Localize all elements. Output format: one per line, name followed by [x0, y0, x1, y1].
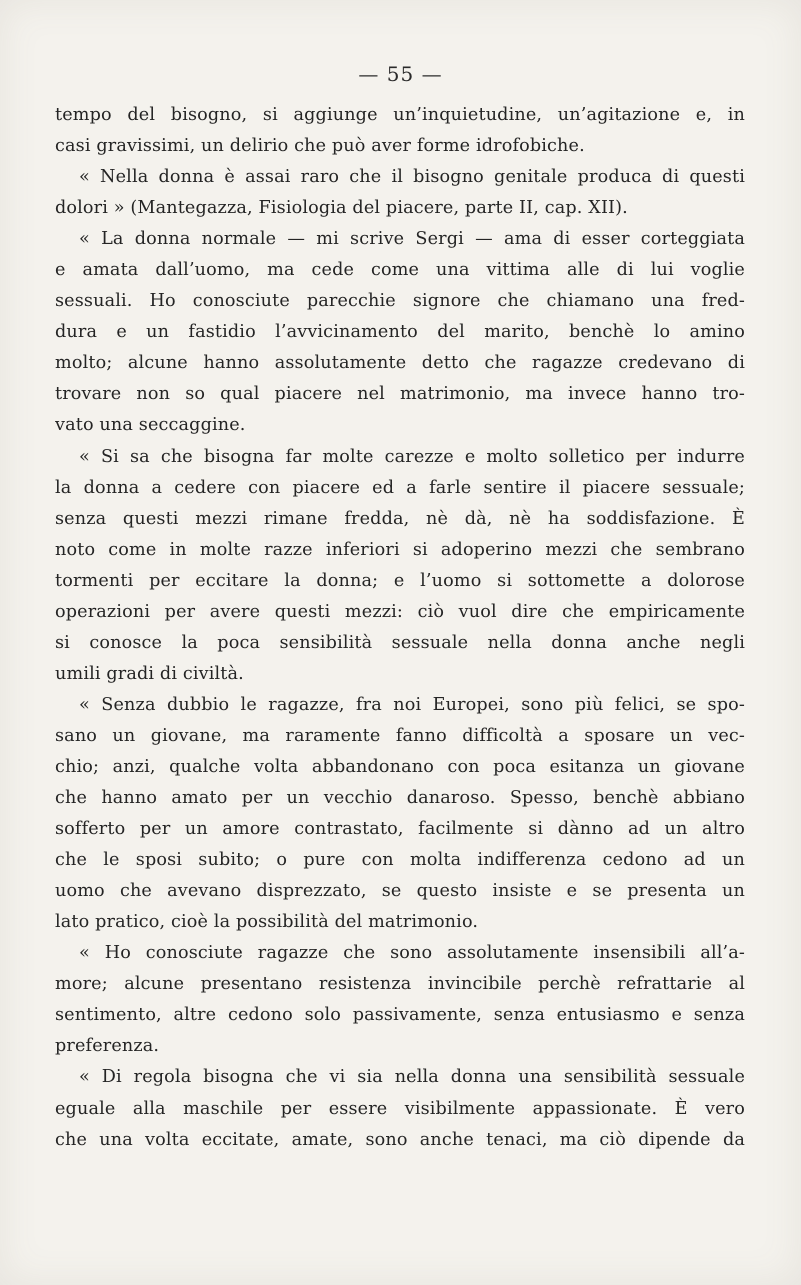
text-line: sofferto per un amore contrastato, facilmente si dànno ad un altro: [55, 819, 745, 840]
text-line: che le sposi subito; o pure con molta indifferenza cedono ad un: [55, 850, 745, 871]
body-text: [55, 100, 745, 1156]
text-line: chio; anzi, qualche volta abbandonano con poca esitanza un giovane: [55, 756, 745, 777]
text-line: che una volta eccitate, amate, sono anche tenaci, ma ciò dipende da: [55, 1129, 745, 1150]
text-line: tempo del bisogno, si aggiunge un’inquietudine, un’agitazione e, in: [55, 105, 745, 125]
text-line: « La donna normale — mi scrive Sergi — ama di esser corteggiata: [79, 229, 745, 250]
text-line: « Si sa che bisogna far molte carezze e molto solletico per indurre: [79, 446, 745, 467]
text-line: lato pratico, cioè la possibilità del matrimonio.: [55, 912, 479, 933]
text-line: tormenti per eccitare la donna; e l’uomo si sottomette a dolorose: [55, 570, 745, 591]
text-line: vato una seccaggine.: [55, 415, 246, 436]
text-line: « Ho conosciute ragazze che sono assolutamente insensibili all’a-: [79, 943, 745, 964]
page-number: — 55 —: [358, 62, 443, 86]
text-line: si conosce la poca sensibilità sessuale nella donna anche negli: [55, 632, 745, 653]
text-line: « Nella donna è assai raro che il bisogno genitale produca di questi: [79, 167, 745, 188]
text-line: operazioni per avere questi mezzi: ciò vuol dire che empiricamente: [55, 601, 745, 622]
text-line: eguale alla maschile per essere visibilmente appassionate. È vero: [55, 1098, 745, 1119]
text-line: uomo che avevano disprezzato, se questo insiste e se presenta un: [55, 881, 745, 902]
text-line: « Di regola bisogna che vi sia nella donna una sensibilità sessuale: [79, 1067, 745, 1088]
text-line: dura e un fastidio l’avvicinamento del marito, benchè lo amino: [55, 322, 745, 343]
text-line: casi gravissimi, un delirio che può aver forme idrofobiche.: [55, 136, 585, 157]
text-line: la donna a cedere con piacere ed a farle sentire il piacere sessuale;: [55, 477, 745, 498]
text-line: trovare non so qual piacere nel matrimonio, ma invece hanno tro-: [55, 384, 745, 405]
text-line: sessuali. Ho conosciute parecchie signore che chiamano una fred-: [55, 291, 745, 312]
text-line: dolori » (Mantegazza, Fisiologia del piacere, parte II, cap. XII).: [55, 198, 628, 219]
text-line: e amata dall’uomo, ma cede come una vittima alle di lui voglie: [55, 260, 745, 281]
text-line: umili gradi di civiltà.: [55, 663, 244, 684]
text-line: preferenza.: [55, 1036, 160, 1057]
text-line: sano un giovane, ma raramente fanno difficoltà a sposare un vec-: [55, 725, 745, 746]
text-line: noto come in molte razze inferiori si adoperino mezzi che sembrano: [55, 539, 745, 560]
text-line: senza questi mezzi rimane fredda, nè dà, nè ha soddisfazione. È: [55, 508, 745, 529]
text-line: che hanno amato per un vecchio danaroso. Spesso, benchè abbiano: [55, 788, 745, 809]
text-line: molto; alcune hanno assolutamente detto che ragazze credevano di: [55, 353, 745, 374]
text-line: more; alcune presentano resistenza invincibile perchè refrattarie al: [55, 974, 745, 995]
text-line: sentimento, altre cedono solo passivamente, senza entusiasmo e senza: [55, 1005, 745, 1026]
text-line: « Senza dubbio le ragazze, fra noi Europei, sono più felici, se spo-: [79, 694, 745, 715]
